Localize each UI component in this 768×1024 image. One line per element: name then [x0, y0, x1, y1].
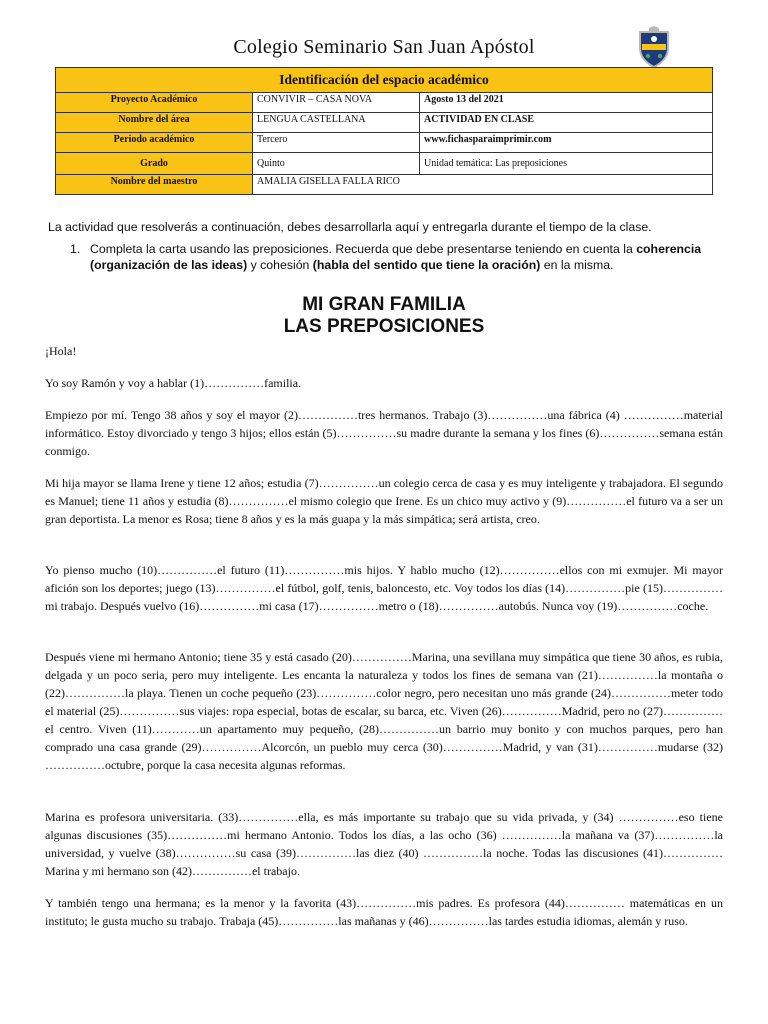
- row-extra: www.fichasparaimprimir.com: [420, 133, 713, 153]
- task-text: y cohesión: [247, 258, 313, 272]
- title-line-1: MI GRAN FAMILIA: [302, 294, 466, 315]
- letter-greeting: ¡Hola!: [45, 344, 77, 358]
- row-value: LENGUA CASTELLANA: [253, 113, 420, 133]
- row-label: Proyecto Académico: [56, 93, 253, 113]
- table-heading: Identificación del espacio académico: [56, 68, 713, 93]
- letter-paragraph: Yo pienso mucho (10)……………el futuro (11)……………mis hijos. Y hablo mucho (12)……………ellos con mi exmujer. Mi mayor afición son los deportes; juego (13)……………el fútbol, golf, tenis, baloncesto, etc. Voy todos los días (14)……………pie (15)……………mi trabajo. Después vuelvo (16)……………mi casa (17)……………metro o (18)……………autobús. Nunca voy (19)……………coche.: [45, 563, 723, 613]
- row-value: CONVIVIR – CASA NOVA: [253, 93, 420, 113]
- row-value: AMALIA GISELLA FALLA RICO: [253, 175, 713, 195]
- row-extra: Agosto 13 del 2021: [420, 93, 713, 113]
- row-label: Nombre del maestro: [56, 175, 253, 195]
- letter-paragraph: Después viene mi hermano Antonio; tiene 35 y está casado (20)……………Marina, una sevillana muy simpática que tiene 30 años, es rubia, delgada y un poco seria, pero muy inteligente. Les encanta la naturaleza y todos los fines de semana van (21)……………la montaña o (22)……………la playa. Tienen un coche pequeño (23)……………color negro, pero necesitan uno más grande (24)……………meter todo el material (25)……………sus viajes: ropa especial, botas de escalar, su barca, etc. Viven (26)……………Madrid, pero no (27)……………el centro. Viven (11)…………un apartamento muy pequeño, (28)……………un barrio muy bonito y con muchos parques, pero han comprado una casa grande (29)……………Alcorcón, un pueblo muy cerca (30)……………Madrid, y van (31)……………mudarse (32) ……………octubre, porque la casa necesita algunas reformas.: [45, 650, 723, 772]
- table-row: [56, 113, 713, 133]
- task-text: Completa la carta usando las preposiciones. Recuerda que debe presentarse teniendo en cuenta la: [90, 242, 637, 256]
- letter-paragraph: Mi hija mayor se llama Irene y tiene 12 años; estudia (7)……………un colegio cerca de casa y es muy inteligente y trabajadora. El segundo es Manuel; tiene 11 años y estudia (8)……………el mismo colegio que Irene. Es un chico muy activo y (9)……………el futuro va a ser un gran deportista. La menor es Rosa; tiene 8 años y es la más guapa y la más simpática; será artista, creo.: [45, 476, 723, 526]
- row-label: Periodo académico: [56, 133, 253, 153]
- task-instruction: [70, 241, 720, 273]
- task-number: 1.: [70, 242, 81, 256]
- table-row: [56, 153, 713, 175]
- row-extra: ACTIVIDAD EN CLASE: [420, 113, 713, 133]
- task-text: en la misma.: [540, 258, 614, 272]
- letter-paragraph: Yo soy Ramón y voy a hablar (1)……………familia.: [45, 376, 302, 390]
- row-value: Tercero: [253, 133, 420, 153]
- school-crest-icon: [636, 26, 672, 68]
- table-row: [56, 93, 713, 113]
- letter-paragraph: Marina es profesora universitaria. (33)……………ella, es más importante su trabajo que su vida privada, y (34) ……………eso tiene algunas discusiones (35)……………mi hermano Antonio. Todos los días, a las ocho (36) ……………la mañana va (37)……………la universidad, y vuelve (38)……………su casa (39)……………las diez (40) ……………la noche. Todas las discusiones (41)……………Marina y mi hermano son (42)……………el trabajo.: [45, 810, 723, 878]
- academic-info-table: [55, 67, 713, 195]
- row-value: Quinto: [253, 153, 420, 175]
- task-bold-cohesion: (habla del sentido que tiene la oración): [312, 258, 541, 272]
- table-row: [56, 175, 713, 195]
- intro-text: La actividad que resolverás a continuación, debes desarrollarla aquí y entregarla durante el tiempo de la clase.: [48, 220, 652, 234]
- row-extra: Unidad temática: Las preposiciones: [420, 153, 713, 175]
- letter-paragraph: Y también tengo una hermana; es la menor y la favorita (43)……………mis padres. Es profesora (44)…………… matemáticas en un instituto; le gusta mucho su trabajo. Trabaja (45)……………las mañanas y (46)……………las tardes estudia idiomas, alemán y ruso.: [45, 896, 723, 928]
- title-line-2: LAS PREPOSICIONES: [283, 316, 485, 337]
- row-label: Nombre del área: [56, 113, 253, 133]
- table-row: [56, 133, 713, 153]
- letter-paragraph: Empiezo por mí. Tengo 38 años y soy el mayor (2)……………tres hermanos. Trabajo (3)……………una fábrica (4) ……………material informático. Estoy divorciado y tengo 3 hijos; ellos están (5)……………su madre durante la semana y los fines (6)……………semana están conmigo.: [45, 408, 723, 458]
- school-title: Colegio Seminario San Juan Apóstol: [233, 36, 535, 58]
- row-label: Grado: [56, 153, 253, 175]
- task-bold-coherence: coherencia (organización de las ideas): [90, 242, 702, 272]
